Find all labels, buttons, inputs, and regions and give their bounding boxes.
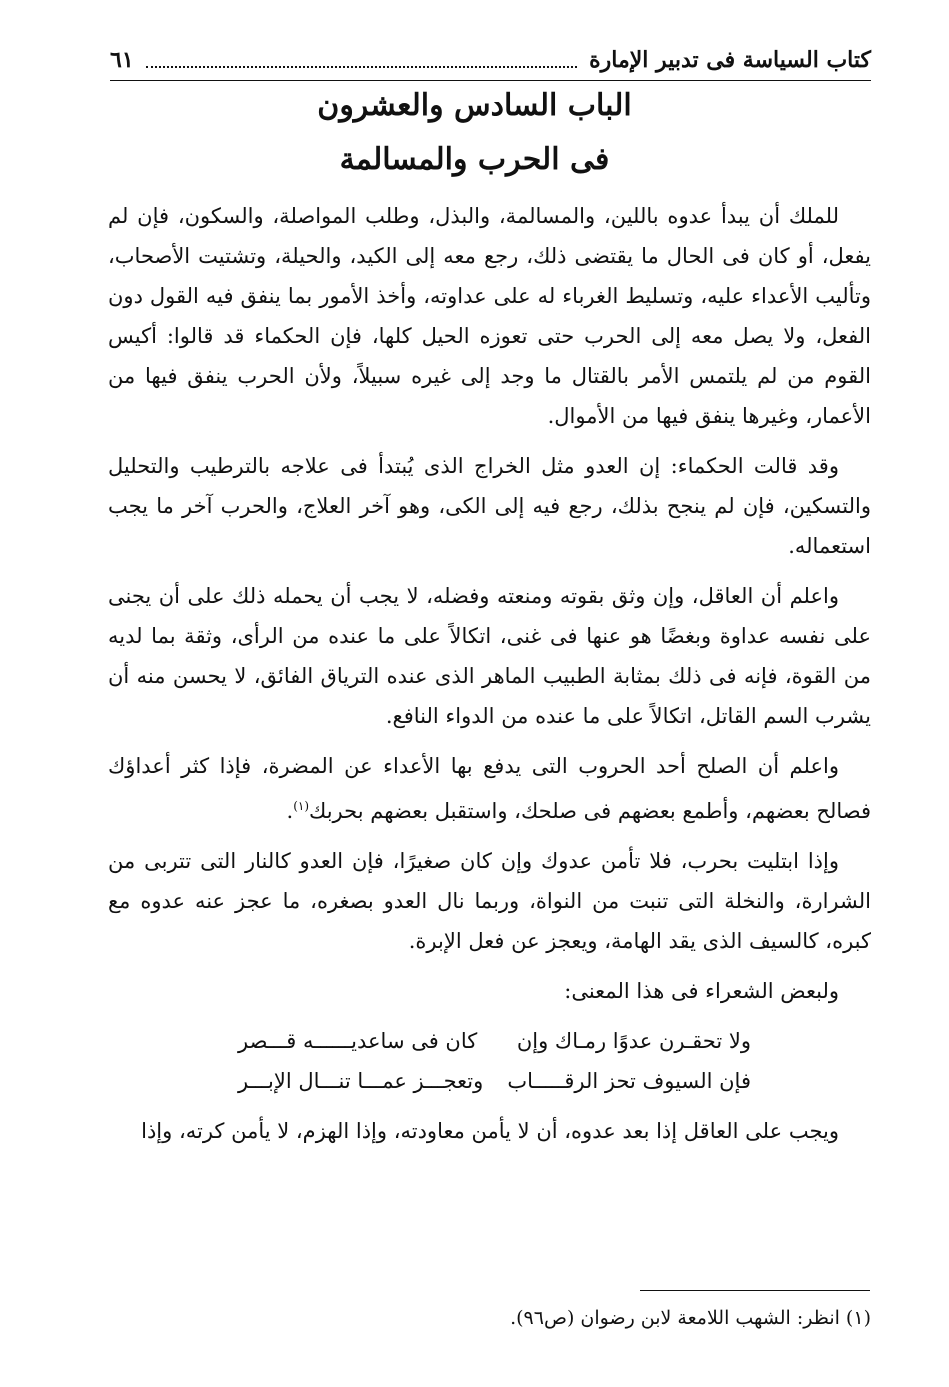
- paragraph: وقد قالت الحكماء: إن العدو مثل الخراج الذى يُبتدأ فى علاجه بالترطيب والتحليل والتسكين، فإن لم ينجح بذلك، رجع فيه إلى الكى، وهو آخر العلاج، والحرب آخر ما يجب استعماله.: [108, 454, 871, 558]
- footnote-divider: [640, 1290, 870, 1291]
- verse-second-hemistich: كان فى ساعديــــــه قـــصر: [238, 1029, 478, 1053]
- body-text: [108, 196, 871, 1161]
- footnote-ref: (١): [293, 799, 310, 813]
- verse-first-hemistich: ولا تحقـرن عدوًا رمـاك وإن: [516, 1029, 751, 1053]
- verse-intro: ولبعض الشعراء فى هذا المعنى:: [564, 979, 839, 1003]
- paragraph-peace: [108, 746, 871, 831]
- paragraph-text: واعلم أن الصلح أحد الحروب التى يدفع بها الأعداء عن المضرة، فإذا كثر أعداؤك فصالح بعضهم، وأطمع بعضهم فى صلحك، واستقبل بعضهم بحربك: [108, 754, 871, 823]
- leader-dots: [146, 52, 577, 68]
- verse-line: [238, 1061, 751, 1101]
- verse-second-hemistich: وتعجـــز عمـــا تنـــال الإبـــر: [238, 1069, 484, 1093]
- chapter-title: الباب السادس والعشرون: [317, 88, 632, 123]
- closing-paragraph: ويجب على العاقل إذا بعد عدوه، أن لا يأمن معاودته، وإذا الهزم، لا يأمن كرته، وإذا: [141, 1119, 839, 1143]
- verse-first-hemistich: فإن السيوف تحز الرقـــــاب: [507, 1069, 751, 1093]
- paragraph: واعلم أن العاقل، وإن وثق بقوته ومنعته وفضله، لا يجب أن يحمله ذلك على أن يجنى على نفسه عداوة وبغضًا هو عنها فى غنى، اتكالاً على ما عنده من الرأى، وثقة بما لديه من القوة، فإنه فى ذلك بمثابة الطبيب الماهر الذى عنده الترياق الفائق، لا يحسن منه أن يشرب السم القاتل، اتكالاً على ما عنده من الدواء النافع.: [108, 584, 871, 728]
- book-title: كتاب السياسة فى تدبير الإمارة: [589, 47, 871, 73]
- chapter-subtitle: فى الحرب والمسالمة: [339, 142, 610, 177]
- running-head: [110, 40, 871, 81]
- paragraph-end: .: [286, 799, 294, 823]
- paragraph: وإذا ابتليت بحرب، فلا تأمن عدوك وإن كان صغيرًا، فإن العدو كالنار التى تتربى من الشرارة، والنخلة التى تنبت من النواة، وربما نال العدو بصغره، ما عجز عنه عدوه مع كبره، كالسيف الذى يقد الهامة، ويعجز عن فعل الإبرة.: [108, 849, 871, 953]
- verse-line: [238, 1021, 751, 1061]
- paragraph: للملك أن يبدأ عدوه باللين، والمسالمة، والبذل، وطلب المواصلة، والسكون، فإن لم يفعل، أو كان فى الحال ما يقتضى ذلك، رجع معه إلى الكيد، والحيلة، وتشتيت الأصحاب، وتأليب الأعداء عليه، وتسليط الغرباء له على عداوته، وأخذ الأمور بما ينفق فيه القول دون الفعل، ولا يصل معه إلى الحرب حتى تعوزه الحيل كلها، فإن الحكماء قد قالوا: أكيس القوم من لم يلتمس الأمر بالقتال ما وجد إلى غيره سبيلاً، ولأن الحرب ينفق فيها من الأعمار، وغيرها ينفق فيها من الأموال.: [108, 204, 871, 428]
- footnote: (١) انظر: الشهب اللامعة لابن رضوان (ص٩٦).: [510, 1307, 871, 1329]
- page-number: ٦١: [110, 47, 134, 73]
- poem: [238, 1021, 751, 1101]
